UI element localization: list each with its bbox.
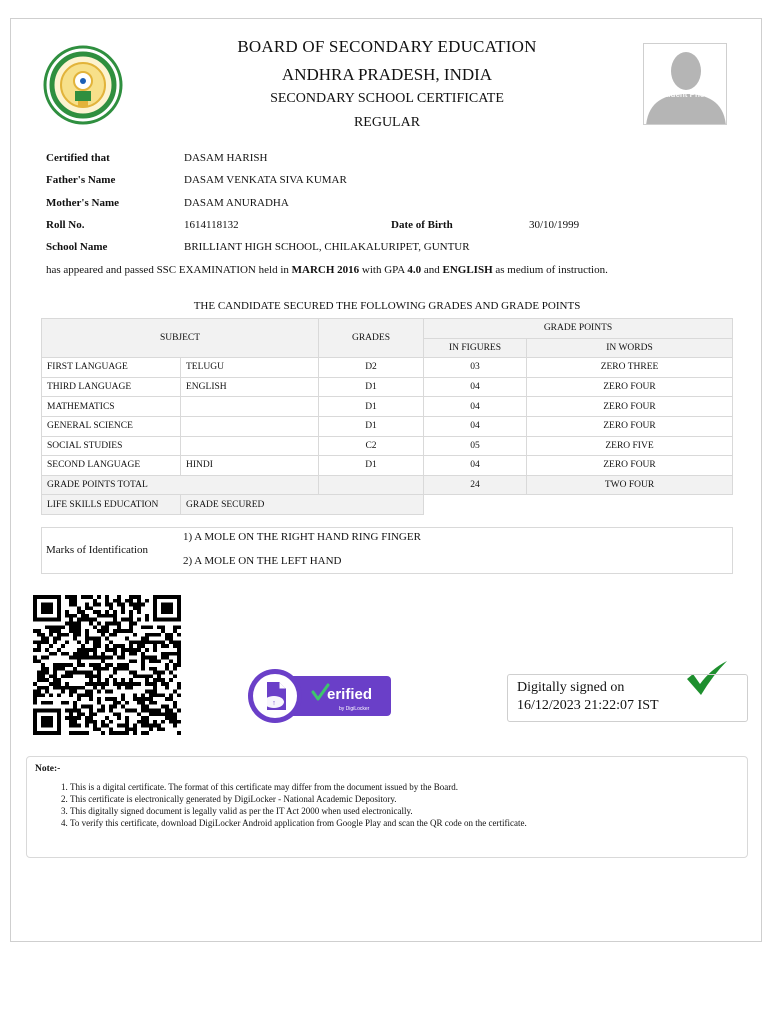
subject-cell: THIRD LANGUAGE [42, 377, 181, 397]
signature-label: Digitally signed on [517, 680, 625, 695]
life-skills-value: GRADE SECURED [181, 495, 424, 515]
total-grade-cell [319, 475, 424, 495]
note-item: 1. This is a digital certificate. The format of this certificate may differ from the document issued by the Board. [70, 781, 527, 793]
certificate-title: SECONDARY SCHOOL CERTIFICATE [270, 91, 504, 106]
life-skills-row [42, 495, 733, 515]
grades-header: GRADES [319, 319, 424, 358]
verified-sub-text: by DigiLocker [339, 706, 370, 712]
certificate-page [10, 18, 762, 942]
identification-mark-2: 2) A MOLE ON THE LEFT HAND [183, 555, 342, 567]
words-cell: ZERO FOUR [527, 377, 733, 397]
subject-header: SUBJECT [42, 319, 319, 358]
grade-cell: D1 [319, 377, 424, 397]
school-name: BRILLIANT HIGH SCHOOL, CHILAKALURIPET, GUNTUR [184, 241, 470, 253]
verified-text: erified [327, 686, 373, 703]
table-row [42, 397, 733, 417]
language-cell: ENGLISH [181, 377, 319, 397]
statement-text: has appeared and passed SSC EXAMINATION held in [46, 264, 292, 276]
grade-cell: D1 [319, 397, 424, 417]
photo-placeholder-label: Student Photo [657, 90, 713, 99]
subject-cell: SECOND LANGUAGE [42, 456, 181, 476]
table-row [42, 416, 733, 436]
empty-cell [424, 495, 733, 515]
words-cell: ZERO THREE [527, 358, 733, 378]
language-cell [181, 397, 319, 417]
qr-code-icon[interactable] [33, 595, 181, 735]
figures-cell: 04 [424, 416, 527, 436]
table-row [42, 377, 733, 397]
subject-cell: SOCIAL STUDIES [42, 436, 181, 456]
pass-statement [46, 264, 608, 276]
grade-points-header: GRADE POINTS [424, 319, 733, 339]
statement-text: and [421, 264, 443, 276]
total-label: GRADE POINTS TOTAL [42, 475, 319, 495]
grade-cell: D2 [319, 358, 424, 378]
grade-cell: D1 [319, 456, 424, 476]
school-label: School Name [46, 241, 108, 253]
grades-heading: THE CANDIDATE SECURED THE FOLLOWING GRADES AND GRADE POINTS [193, 300, 581, 312]
student-name: DASAM HARISH [184, 152, 268, 164]
grade-cell: D1 [319, 416, 424, 436]
identification-label: Marks of Identification [46, 544, 149, 556]
statement-text: as medium of instruction. [492, 264, 608, 276]
table-row [42, 358, 733, 378]
mother-name: DASAM ANURADHA [184, 197, 289, 209]
words-cell: ZERO FOUR [527, 456, 733, 476]
gpa-value: 4.0 [407, 264, 422, 276]
subject-cell: GENERAL SCIENCE [42, 416, 181, 436]
words-cell: ZERO FOUR [527, 416, 733, 436]
certified-label: Certified that [46, 152, 110, 164]
in-figures-header: IN FIGURES [424, 338, 527, 358]
father-label: Father's Name [46, 174, 116, 186]
dob-label: Date of Birth [391, 219, 453, 231]
roll-label: Roll No. [46, 219, 85, 231]
digilocker-verified-icon [247, 668, 393, 724]
student-photo [643, 43, 727, 125]
exam-month: MARCH 2016 [291, 264, 360, 276]
total-figures: 24 [424, 475, 527, 495]
note-item: 4. To verify this certificate, download DigiLocker Android application from Google Play and scan the QR code on the certificate. [70, 817, 527, 829]
certificate-type: REGULAR [353, 115, 421, 130]
total-row [42, 475, 733, 495]
father-name: DASAM VENKATA SIVA KUMAR [184, 174, 347, 186]
digital-signature-box[interactable] [507, 674, 748, 722]
language-cell: TELUGU [181, 358, 319, 378]
identification-box [41, 527, 733, 574]
svg-text:↑: ↑ [272, 700, 276, 707]
medium-value: ENGLISH [442, 264, 493, 276]
subject-cell: FIRST LANGUAGE [42, 358, 181, 378]
state-emblem-icon [43, 45, 123, 125]
table-row [42, 456, 733, 476]
words-cell: ZERO FOUR [527, 397, 733, 417]
state-title: ANDHRA PRADESH, INDIA [281, 65, 493, 84]
date-of-birth: 30/10/1999 [529, 219, 580, 231]
figures-cell: 04 [424, 456, 527, 476]
table-row [42, 436, 733, 456]
language-cell [181, 436, 319, 456]
identification-mark-1: 1) A MOLE ON THE RIGHT HAND RING FINGER [183, 531, 421, 543]
total-words: TWO FOUR [527, 475, 733, 495]
signature-timestamp: 16/12/2023 21:22:07 IST [517, 698, 659, 713]
note-item: 3. This digitally signed document is legally valid as per the IT Act 2000 when used electronically. [70, 805, 527, 817]
mother-label: Mother's Name [46, 197, 120, 209]
note-box [26, 756, 748, 858]
grade-cell: C2 [319, 436, 424, 456]
life-skills-label: LIFE SKILLS EDUCATION [42, 495, 181, 515]
grades-table [41, 318, 733, 515]
person-silhouette-icon [644, 44, 727, 125]
words-cell: ZERO FIVE [527, 436, 733, 456]
board-title: BOARD OF SECONDARY EDUCATION [237, 37, 537, 56]
figures-cell: 05 [424, 436, 527, 456]
figures-cell: 04 [424, 377, 527, 397]
roll-number: 1614118132 [184, 219, 239, 231]
language-cell: HINDI [181, 456, 319, 476]
note-title: Note:- [35, 764, 61, 774]
note-list [56, 781, 527, 829]
subject-cell: MATHEMATICS [42, 397, 181, 417]
figures-cell: 03 [424, 358, 527, 378]
statement-text: with GPA [359, 264, 408, 276]
language-cell [181, 416, 319, 436]
figures-cell: 04 [424, 397, 527, 417]
in-words-header: IN WORDS [527, 338, 733, 358]
note-item: 2. This certificate is electronically generated by DigiLocker - National Academic Depository. [70, 793, 527, 805]
